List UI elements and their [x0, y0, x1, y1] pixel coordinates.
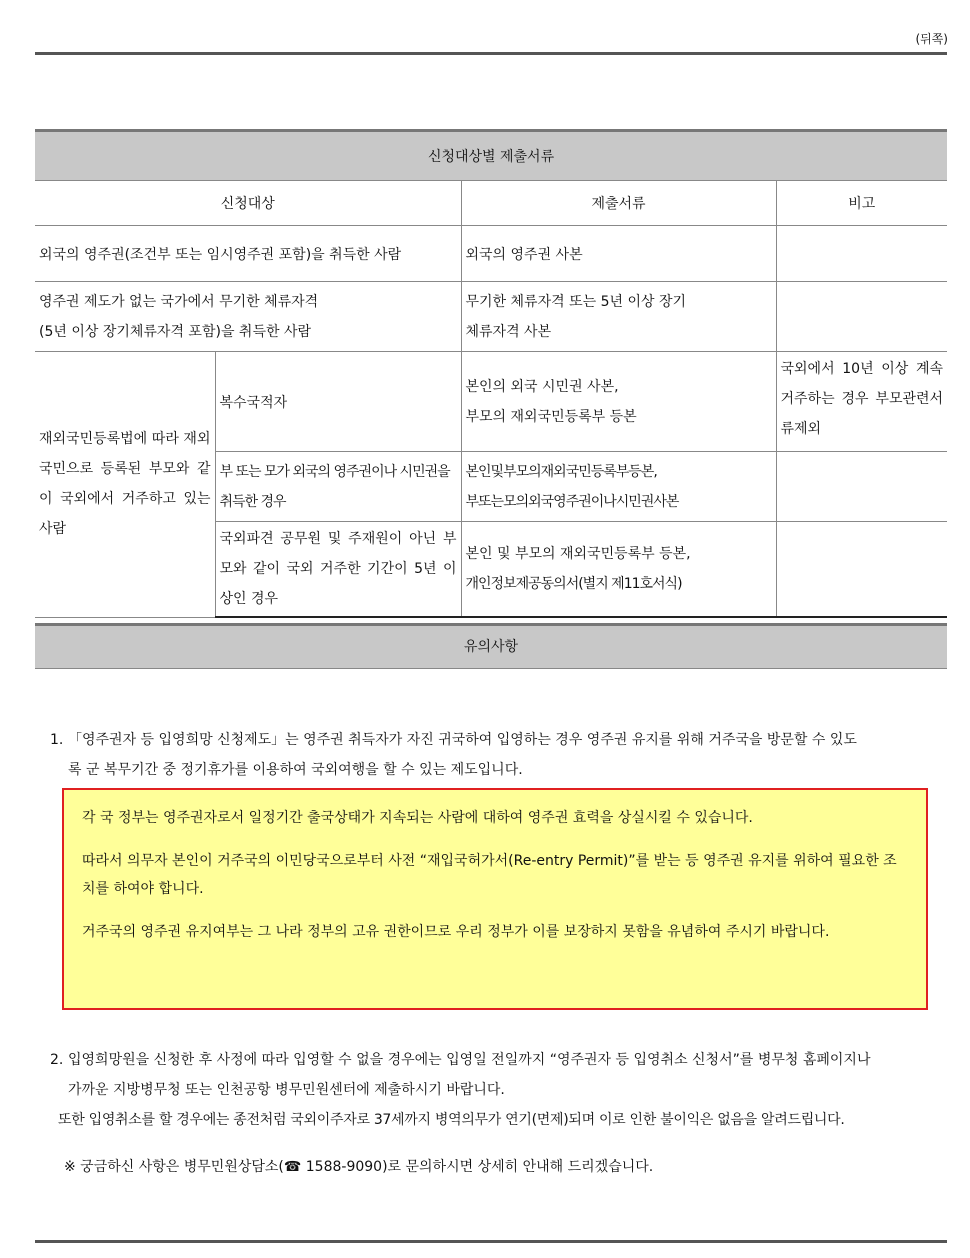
- sub3-docs-line2: 개인정보제공동의서(별지 제11호서식): [465, 576, 682, 592]
- sub2-note: [776, 452, 947, 522]
- row2-note: [776, 282, 947, 352]
- sub3-target: 국외파견 공무원 및 주재원이 아닌 부모와 같이 국외 거주한 기간이 5년 이상인 경우: [215, 522, 461, 618]
- note-2: [50, 1045, 940, 1135]
- sub2-docs-line2: 부또는모의외국영주권이나시민권사본: [465, 493, 679, 510]
- row2-target-line1: 영주권 제도가 없는 국가에서 무기한 체류자격: [39, 293, 319, 310]
- row1-note: [776, 226, 947, 282]
- table-row: [35, 226, 947, 282]
- note-1-number: 1.: [50, 732, 64, 748]
- sub3-note: [776, 522, 947, 618]
- sub1-docs-line2: 부모의 재외국민등록부 등본: [465, 408, 637, 425]
- table-section-title: 신청대상별 제출서류: [35, 131, 947, 181]
- table-row: [35, 352, 947, 452]
- sub2-target-line2: 취득한 경우: [219, 493, 286, 510]
- sub1-note: 국외에서 10년 이상 계속 거주하는 경우 부모관련서류제외: [776, 352, 947, 452]
- sub3-docs-line1: 본인 및 부모의 재외국민등록부 등본,: [465, 546, 691, 562]
- contact-info: ※ 궁금하신 사항은 병무민원상담소(☎ 1588-9090)로 문의하시면 상세히 안내해 드리겠습니다.: [64, 1159, 654, 1175]
- row1-docs: 외국의 영주권 사본: [461, 226, 776, 282]
- warning-paragraph-3: 거주국의 영주권 유지여부는 그 나라 정부의 고유 권한이므로 우리 정부가 이를 보장하지 못함을 유념하여 주시기 바랍니다.: [82, 924, 830, 940]
- warning-box: [62, 788, 928, 1010]
- header-target: 신청대상: [35, 181, 461, 226]
- page-side-label: (뒤쪽): [915, 32, 948, 46]
- note-2-line1: 입영희망원을 신청한 후 사정에 따라 입영할 수 없을 경우에는 입영일 전일까지 “영주권자 등 입영취소 신청서”를 병무청 홈페이지나: [68, 1052, 871, 1068]
- table-row: [35, 282, 947, 352]
- warning-paragraph-1: 각 국 정부는 영주권자로서 일정기간 출국상태가 지속되는 사람에 대하여 영주권 효력을 상실시킬 수 있습니다.: [82, 810, 753, 826]
- row2-docs-line1: 무기한 체류자격 또는 5년 이상 장기: [465, 293, 686, 310]
- row2-docs-line2: 체류자격 사본: [465, 323, 552, 340]
- row2-target: [35, 282, 461, 352]
- row1-target: 외국의 영주권(조건부 또는 임시영주권 포함)을 취득한 사람: [35, 226, 461, 282]
- note-2-number: 2.: [50, 1052, 64, 1068]
- documents-table: [35, 129, 947, 618]
- sub1-docs-line1: 본인의 외국 시민권 사본,: [465, 378, 619, 395]
- notice-title: 유의사항: [35, 623, 947, 669]
- sub1-docs: [461, 352, 776, 452]
- note-1: [50, 725, 935, 785]
- sub1-target: 복수국적자: [215, 352, 461, 452]
- note-2-line2: 가까운 지방병무청 또는 인천공항 병무민원센터에 제출하시기 바랍니다.: [68, 1082, 505, 1098]
- group-target: 재외국민등록법에 따라 재외국민으로 등록된 부모와 같이 국외에서 거주하고 있는 사람: [35, 352, 215, 618]
- sub2-target: [215, 452, 461, 522]
- note-1-line1: 「영주권자 등 입영희망 신청제도」는 영주권 취득자가 자진 귀국하여 입영하는 경우 영주권 유지를 위해 거주국을 방문할 수 있도: [68, 732, 857, 748]
- top-rule: [35, 52, 947, 55]
- header-docs: 제출서류: [461, 181, 776, 226]
- note-2-line3: 또한 입영취소를 할 경우에는 종전처럼 국외이주자로 37세까지 병역의무가 연기(면제)되며 이로 인한 불이익은 없음을 알려드립니다.: [58, 1112, 845, 1128]
- bottom-rule: [35, 1240, 947, 1243]
- sub3-docs: [461, 522, 776, 618]
- sub2-target-line1: 부 또는 모가 외국의 영주권이나 시민권을: [219, 463, 450, 480]
- warning-paragraph-2: 따라서 의무자 본인이 거주국의 이민당국으로부터 사전 “재입국허가서(Re-entry Permit)”를 받는 등 영주권 유지를 위하여 필요한 조치를 하여야 합니다.: [82, 853, 897, 897]
- sub2-docs-line1: 본인및부모의재외국민등록부등본,: [465, 463, 657, 480]
- header-note: 비고: [776, 181, 947, 226]
- note-1-line2: 록 군 복무기간 중 정기휴가를 이용하여 국외여행을 할 수 있는 제도입니다.: [68, 762, 523, 778]
- row2-target-line2: (5년 이상 장기체류자격 포함)을 취득한 사람: [39, 323, 311, 340]
- row2-docs: [461, 282, 776, 352]
- sub2-docs: [461, 452, 776, 522]
